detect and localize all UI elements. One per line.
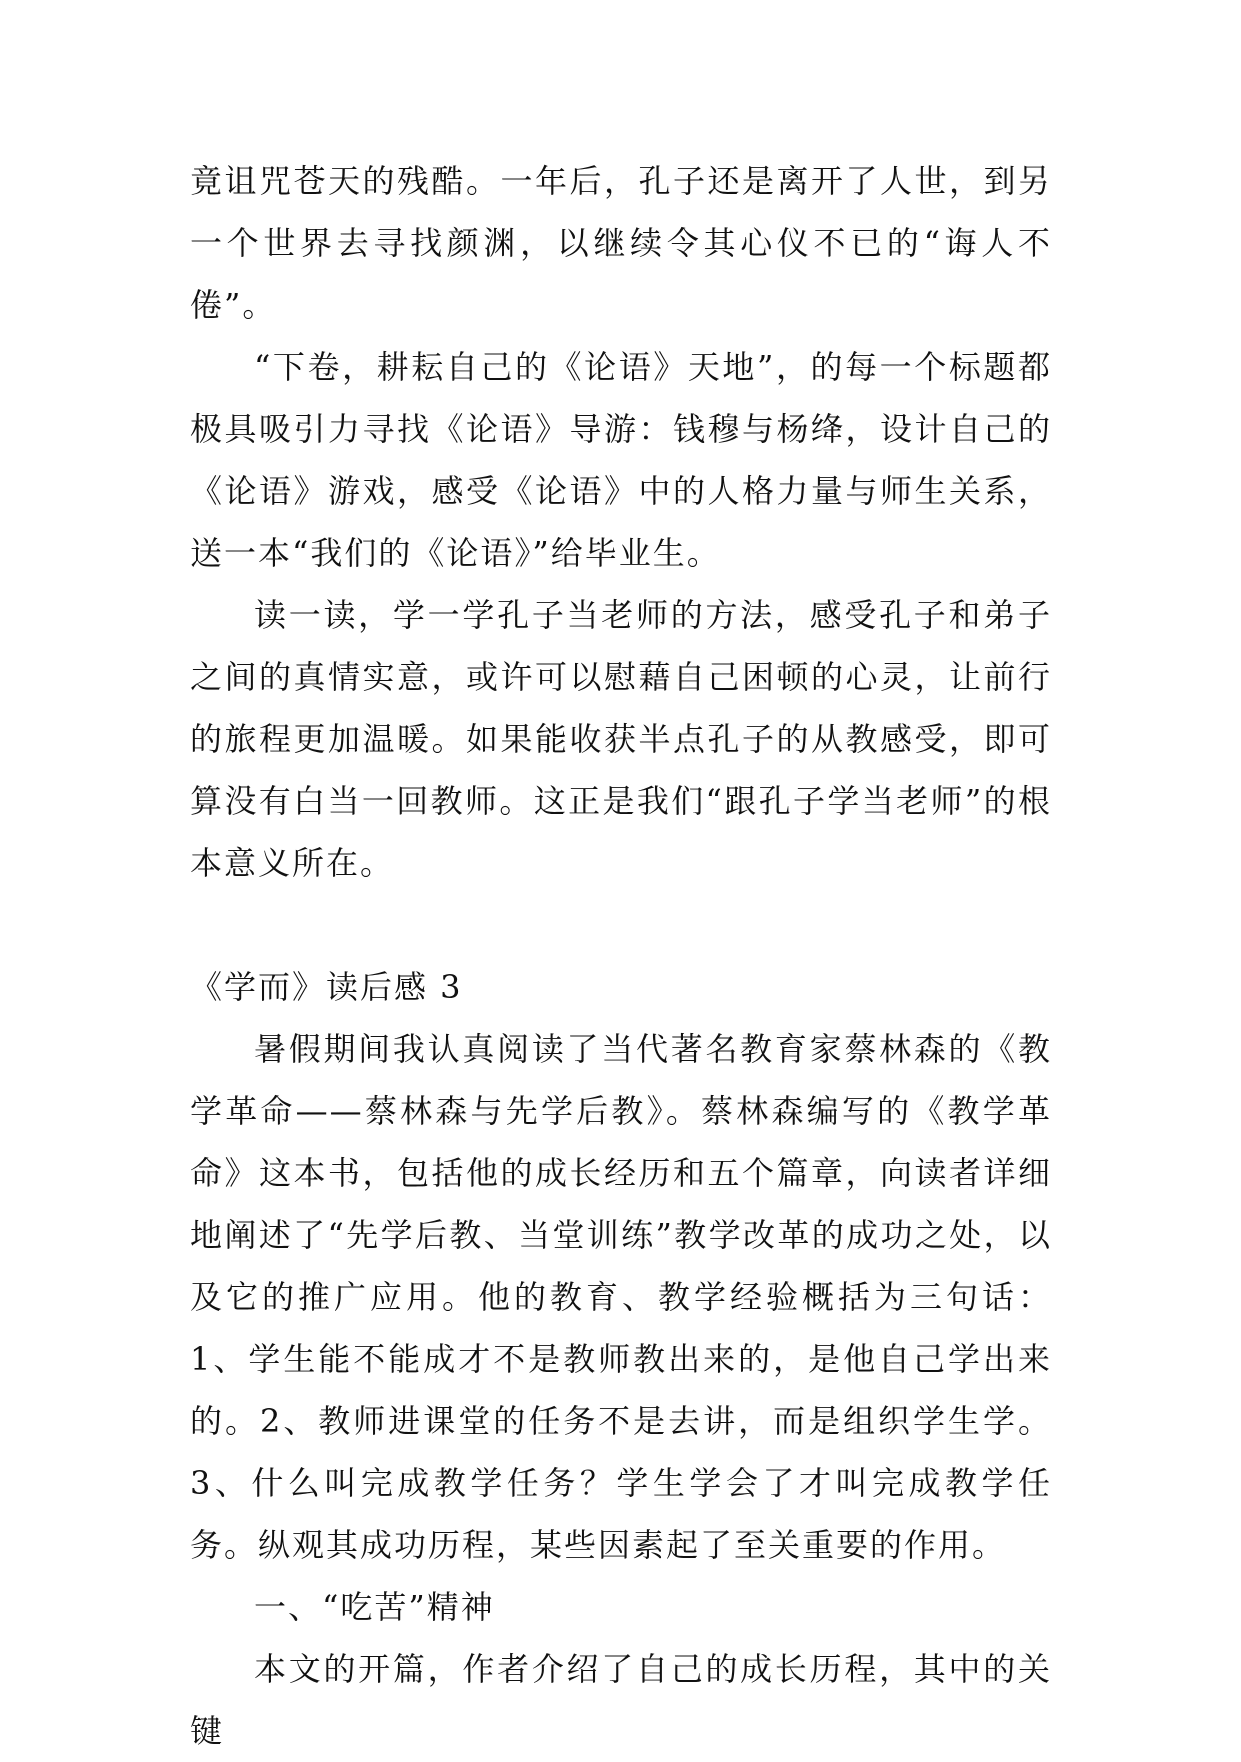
paragraph-opening: 本文的开篇，作者介绍了自己的成长历程，其中的关键 bbox=[190, 1650, 1052, 1750]
subheading-hardship-spirit: 一、“吃苦”精神 bbox=[254, 1588, 495, 1626]
section-spacer bbox=[190, 894, 1052, 956]
paragraph-reflection: 读一读，学一学孔子当老师的方法，感受孔子和弟子之间的真情实意，或许可以慰藉自己困顿的心灵，让前行的旅程更加温暖。如果能收获半点孔子的从教感受，即可算没有白当一回教师。这正是我们“跟孔子学当老师”的根本意义所在。 bbox=[190, 596, 1052, 882]
paragraph-lower-volume: “下卷，耕耘自己的《论语》天地”，的每一个标题都极具吸引力寻找《论语》导游：钱穆与杨绛，设计自己的《论语》游戏，感受《论语》中的人格力量与师生关系，送一本“我们的《论语》”给毕业生。 bbox=[190, 348, 1052, 572]
paragraph-summer-reading: 暑假期间我认真阅读了当代著名教育家蔡林森的《教学革命——蔡林森与先学后教》。蔡林森编写的《教学革命》这本书，包括他的成长经历和五个篇章，向读者详细地阐述了“先学后教、当堂训练”教学改革的成功之处，以及它的推广应用。他的教育、教学经验概括为三句话：1、学生能不能成才不是教师教出来的，是他自己学出来的。2、教师进课堂的任务不是去讲，而是组织学生学。3、什么叫完成教学任务？学生学会了才叫完成教学任务。纵观其成功历程，某些因素起了至关重要的作用。 bbox=[190, 1030, 1052, 1564]
paragraph-continuation: 竟诅咒苍天的残酷。一年后，孔子还是离开了人世，到另一个世界去寻找颜渊，以继续令其心仪不已的“诲人不倦”。 bbox=[190, 162, 1052, 324]
document-page bbox=[190, 150, 1052, 1762]
section-title: 《学而》读后感 3 bbox=[190, 968, 463, 1006]
